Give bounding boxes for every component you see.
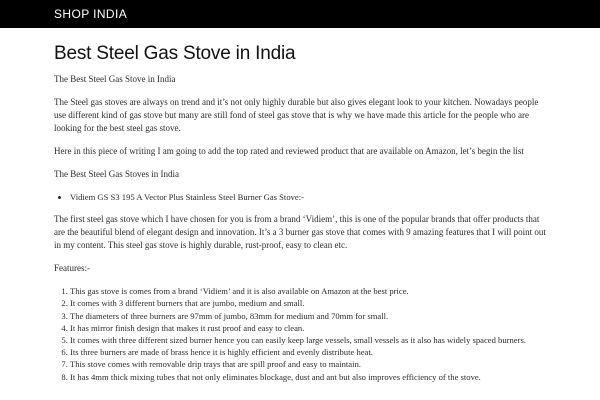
feature-item: 5. It comes with three different sized burner hence you can easily keep large vessels, small vessels as it also has widely spaced burners. [70,334,546,346]
product-list-item: • Vidiem GS S3 195 A Vector Plus Stainless Steel Burner Gas Stove:- [70,191,546,203]
feature-item: 7. This stove comes with removable drip trays that are spill proof and easy to maintain. [70,358,546,370]
lead-paragraph: Here in this piece of writing I am going to add the top rated and reviewed product that are available on Amazon, let’s begin the list [54,146,524,156]
intro-paragraph: The Steel gas stoves are always on trend and it’s not only highly durable but also gives elegant look to your kitchen. Nowadays people use different kind of gas stove but many are still fond of steel gas stove that is why we have made this article for the people who are looking for the best steel gas stove. [54,97,539,133]
product-description: The first steel gas stove which I have chosen for you is from a brand ‘Vidiem’, this is one of the popular brands that offer products that are the beautiful blend of elegant design and innovation. It’s a 3 burner gas stove that comes with 9 amazing features that I will point out in my content. This steel gas stove is highly durable, rust-proof, easy to clean etc. [54,214,546,251]
feature-item: 4. It has mirror finish design that makes it rust proof and easy to clean. [70,322,546,334]
article-subtitle: The Best Steel Gas Stove in India [54,74,176,84]
article [0,43,600,383]
page-title: Best Steel Gas Stove in India [54,43,296,64]
feature-item: 8. It has 4mm thick mixing tubes that not only eliminates blockage, dust and ant but also improves efficiency of the stove. [70,371,546,383]
feature-item: 2. It comes with 3 different burners that are jumbo, medium and small. [70,297,546,309]
list-heading: The Best Steel Gas Stoves in India [54,169,179,179]
feature-item: 3. The diameters of three burners are 97mm of jumbo, 83mm for medium and 70mm for small. [70,310,546,322]
features-list [54,285,546,383]
feature-item: 6. Its three burners are made of brass hence it is highly efficient and evenly distribute heat. [70,346,546,358]
product-list [54,191,546,203]
site-logo-link[interactable]: SHOP INDIA [54,7,128,21]
features-label: Features:- [54,263,90,274]
site-header [0,0,600,28]
feature-item: 1. This gas stove is comes from a brand ‘Vidiem’ and it is also available on Amazon at the best price. [70,285,546,297]
